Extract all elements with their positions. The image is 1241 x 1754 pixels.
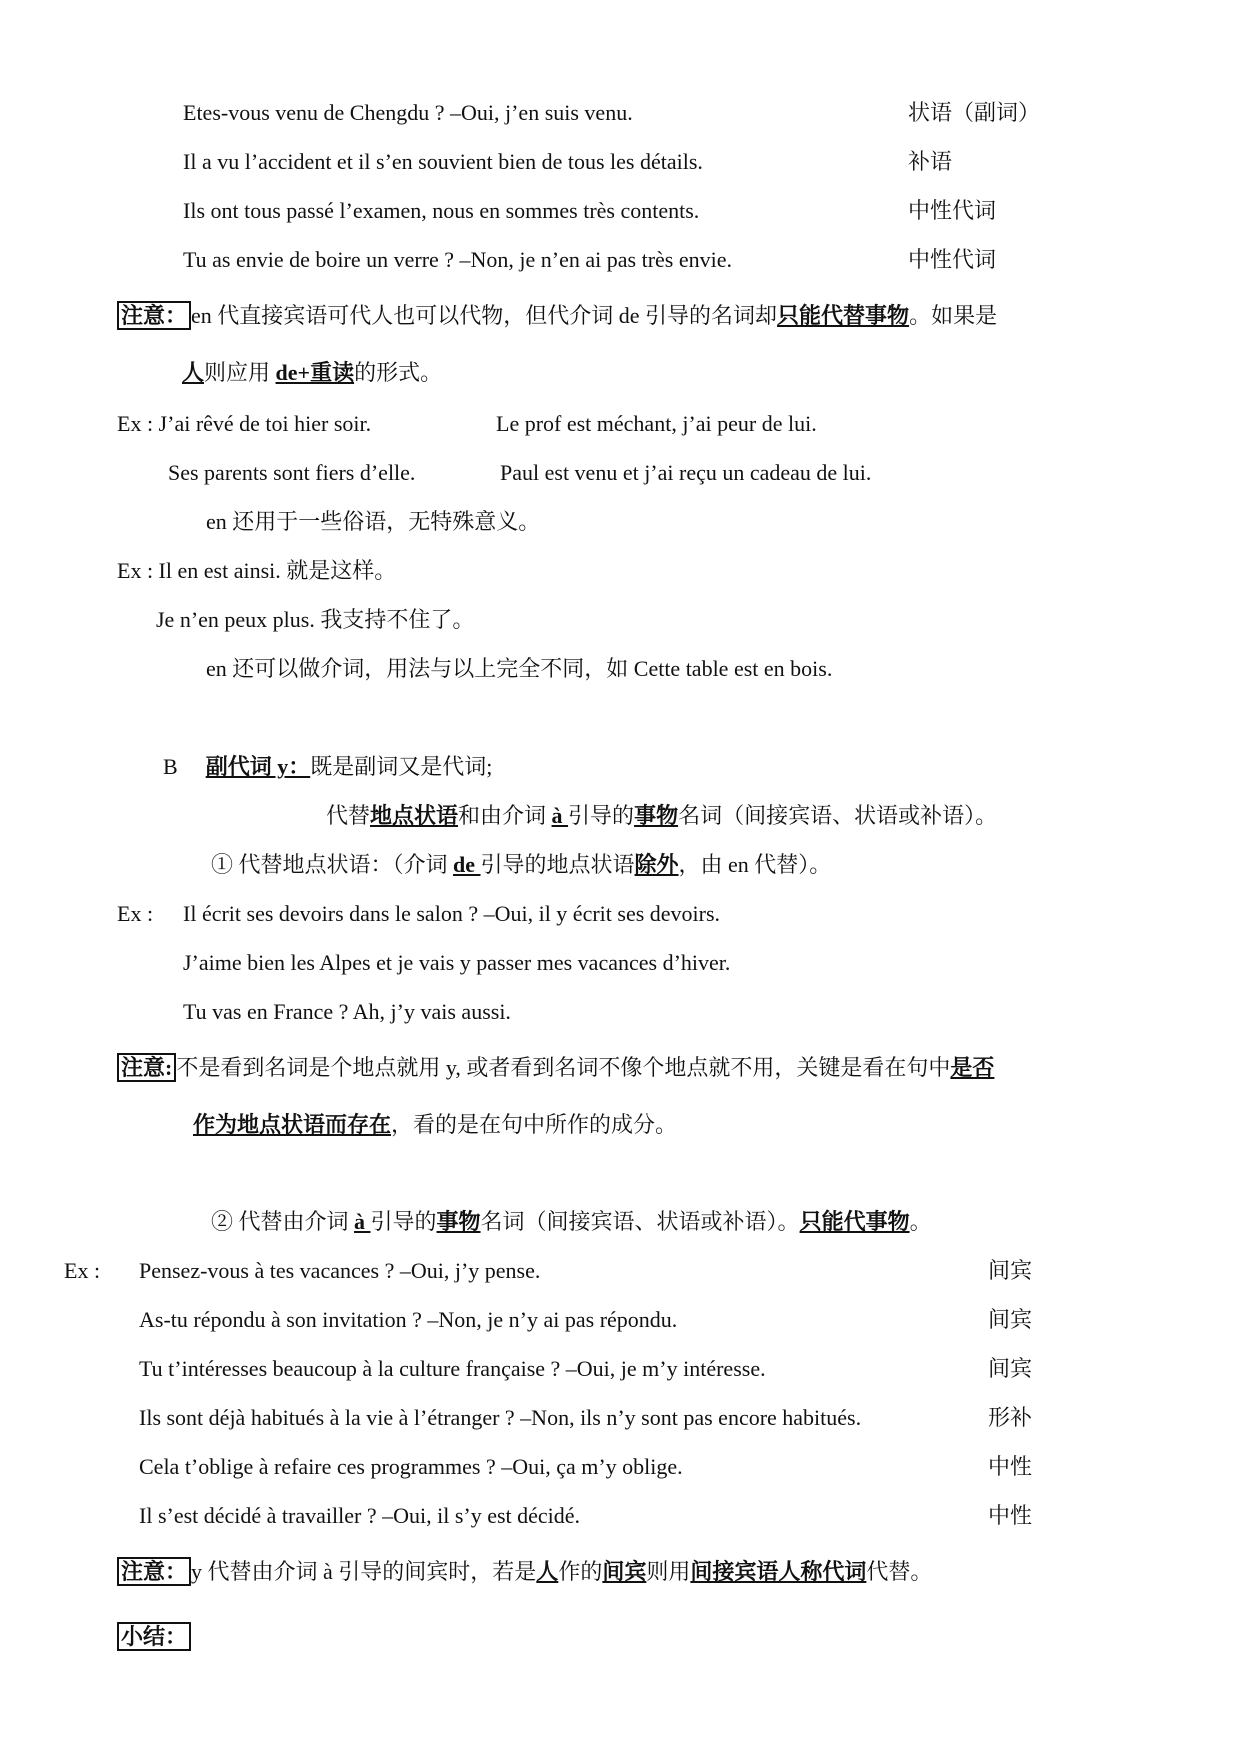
note2-text-d: ，看的是在句中所作的成分。: [391, 1112, 678, 1137]
point1: [211, 850, 831, 880]
note3-person: 人: [536, 1559, 559, 1584]
ex2-line2: Je n’en peux plus. 我支持不住了。: [156, 607, 475, 632]
note3-pronoun: 间接宾语人称代词: [690, 1559, 867, 1584]
en-example-4-role: 中性代词: [908, 247, 997, 272]
en-example-3-role: 中性代词: [908, 198, 997, 223]
point1-de: de: [453, 852, 481, 877]
point1-text-e: ，由 en 代替）。: [678, 852, 832, 877]
y2-example-4-role: 形补: [988, 1405, 1033, 1430]
note1-text-e: 则应用: [204, 360, 276, 385]
en-example-1: Etes-vous venu de Chengdu ? –Oui, j’en suis venu.: [183, 100, 633, 125]
note1-text-g: 的形式。: [354, 360, 443, 385]
point2-text-e: 名词（间接宾语、状语或补语）。: [480, 1209, 800, 1234]
note1-label: 注意：: [117, 301, 191, 330]
note1-person: 人: [182, 360, 205, 385]
sectionB-text-g: 名词（间接宾语、状语或补语）。: [678, 803, 998, 828]
summary-label: 小结：: [117, 1622, 191, 1651]
summary: [117, 1622, 191, 1652]
ex1-line2-right: Paul est venu et j’ai reçu un cadeau de lui.: [500, 460, 872, 485]
point2-text-c: 引导的: [370, 1209, 437, 1234]
note3: [117, 1557, 932, 1587]
en-example-1-role: 状语（副词）: [908, 100, 1041, 125]
note1-de-tonic: de+重读: [275, 360, 355, 385]
sectionB-desc: 既是副词又是代词;: [310, 754, 493, 779]
point2-things: 事物: [436, 1209, 481, 1234]
y2-example-3: Tu t’intéresses beaucoup à la culture française ? –Oui, je m’y intéresse.: [139, 1356, 766, 1381]
en-example-2-role: 补语: [908, 149, 953, 174]
y2-example-1: Pensez-vous à tes vacances ? –Oui, j’y pense.: [139, 1258, 541, 1283]
y2-example-1-role: 间宾: [988, 1258, 1033, 1283]
point2-text-a: ② 代替由介词: [211, 1209, 355, 1234]
sectionB-prep-a: à: [551, 803, 569, 828]
note2-label: 注意:: [117, 1053, 176, 1082]
note3-text-a: y 代替由介词 à 引导的间宾时，若是: [191, 1559, 537, 1584]
sectionB-text-a: 代替: [326, 803, 371, 828]
y2-example-2-role: 间宾: [988, 1307, 1033, 1332]
point1-text-a: ① 代替地点状语：（介词: [211, 852, 454, 877]
y2-example-5: Cela t’oblige à refaire ces programmes ? –Oui, ça m’y oblige.: [139, 1454, 683, 1479]
note2-line2: [193, 1110, 677, 1140]
sectionB-letter: B: [163, 754, 178, 779]
prep-note: en 还可以做介词，用法与以上完全不同，如 Cette table est en bois.: [206, 656, 833, 681]
ex1-line2-left: Ses parents sont fiers d’elle.: [168, 460, 416, 485]
ex2-line1: Ex : Il en est ainsi. 就是这样。: [117, 558, 397, 583]
point2-only-things: 只能代事物: [799, 1209, 910, 1234]
note3-indirect-object: 间宾: [602, 1559, 647, 1584]
ex1-line1-right: Le prof est méchant, j’ai peur de lui.: [496, 411, 817, 436]
y2-example-6-role: 中性: [988, 1503, 1033, 1528]
sectionB-text-e: 引导的: [568, 803, 635, 828]
en-example-2: Il a vu l’accident et il s’en souvient bien de tous les détails.: [183, 149, 703, 174]
y2-example-2: As-tu répondu à son invitation ? –Non, je n’y ai pas répondu.: [139, 1307, 678, 1332]
note2-line1: [117, 1053, 994, 1083]
sectionB-title: 副代词 y：: [205, 754, 311, 779]
y2-example-5-role: 中性: [988, 1454, 1033, 1479]
point2: [211, 1207, 932, 1237]
point1-text-c: 引导的地点状语: [480, 852, 635, 877]
note1-emphasis: 只能代替事物: [777, 303, 910, 328]
note2-text-a: 不是看到名词是个地点就用 y, 或者看到名词不像个地点就不用，关键是看在句中: [176, 1055, 951, 1080]
y2-example-6: Il s’est décidé à travailler ? –Oui, il s’y est décidé.: [139, 1503, 581, 1528]
note2-as-adverbial: 作为地点状语而存在: [193, 1112, 392, 1137]
y2-ex-prefix: Ex :: [64, 1258, 101, 1283]
en-example-3: Ils ont tous passé l’examen, nous en sommes très contents.: [183, 198, 700, 223]
y-example-2: J’aime bien les Alpes et je vais y passer mes vacances d’hiver.: [183, 950, 731, 975]
note1-line1: [117, 301, 997, 331]
y2-example-3-role: 间宾: [988, 1356, 1033, 1381]
note1-text-a: en 代直接宾语可代人也可以代物，但代介词 de 引导的名词却: [191, 303, 778, 328]
sectionB-line2: [326, 801, 997, 831]
point2-prep-a: à: [354, 1209, 371, 1234]
y-example-1: Il écrit ses devoirs dans le salon ? –Oui, il y écrit ses devoirs.: [183, 901, 721, 926]
en-example-4: Tu as envie de boire un verre ? –Non, je n’en ai pas très envie.: [183, 247, 733, 272]
y-ex-prefix: Ex :: [117, 901, 154, 926]
note3-text-c: 作的: [558, 1559, 603, 1584]
y-example-3: Tu vas en France ? Ah, j’y vais aussi.: [183, 999, 511, 1024]
ex1-line1-left: Ex : J’ai rêvé de toi hier soir.: [117, 411, 372, 436]
sectionB-things: 事物: [634, 803, 679, 828]
point2-text-g: 。: [909, 1209, 932, 1234]
idiom-intro: en 还用于一些俗语，无特殊意义。: [206, 509, 541, 534]
note3-text-g: 代替。: [866, 1559, 933, 1584]
note1-line2: [182, 358, 442, 388]
sectionB-heading: [163, 752, 492, 782]
note2-whether: 是否: [950, 1055, 995, 1080]
note3-text-e: 则用: [646, 1559, 691, 1584]
note1-text-c: 。如果是: [909, 303, 998, 328]
sectionB-text-c: 和由介词: [458, 803, 552, 828]
note3-label: 注意：: [117, 1557, 191, 1586]
y2-example-4: Ils sont déjà habitués à la vie à l’étranger ? –Non, ils n’y sont pas encore habitués.: [139, 1405, 862, 1430]
sectionB-adverbial: 地点状语: [370, 803, 459, 828]
point1-except: 除外: [634, 852, 679, 877]
